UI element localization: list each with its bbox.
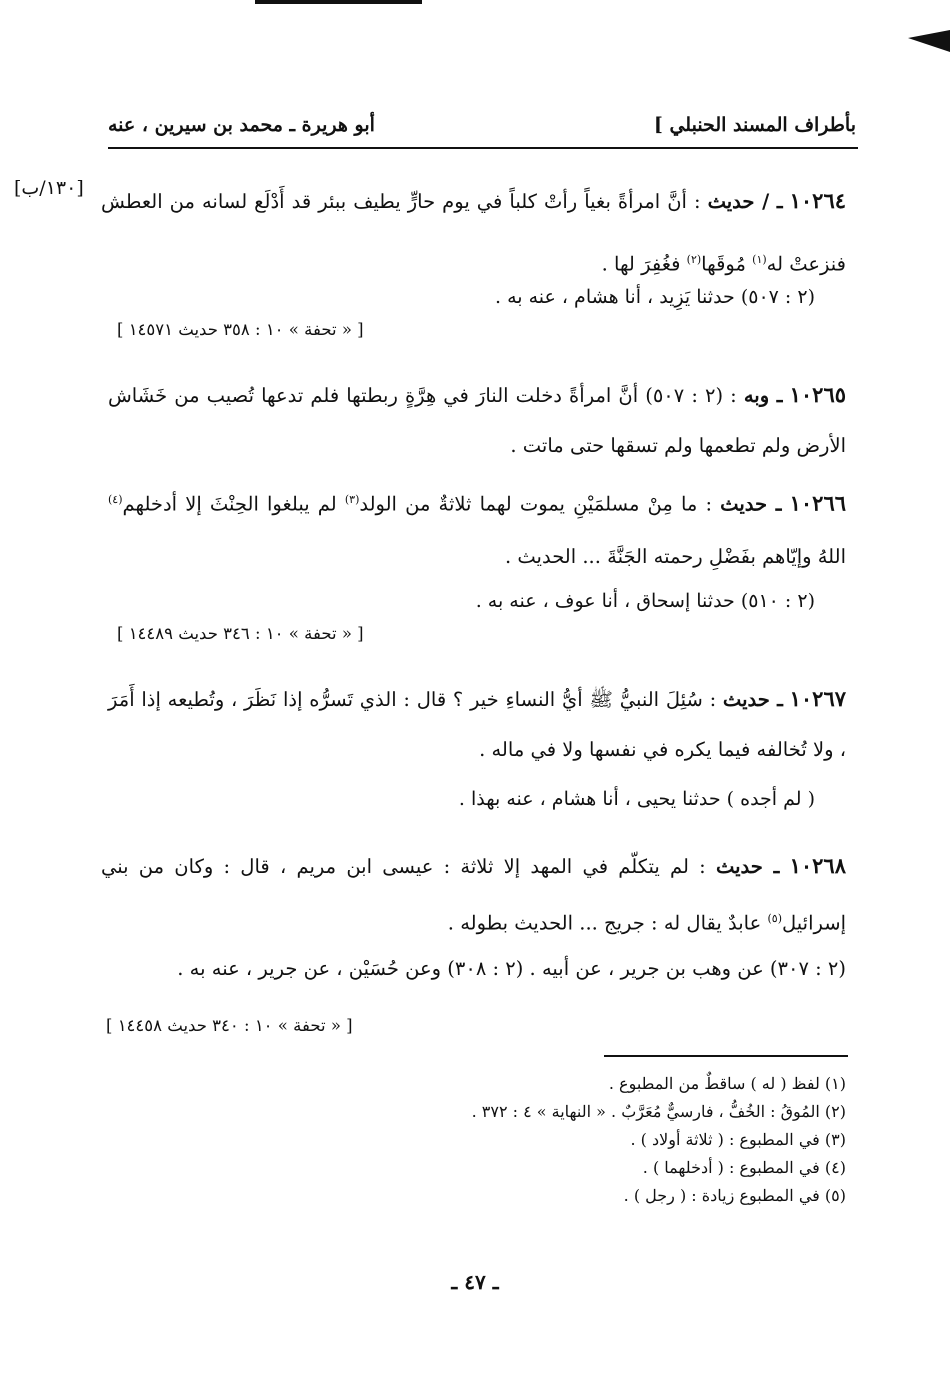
entry-keyword: ـ / حديث: [707, 190, 783, 213]
entry-keyword: ـ وبه: [743, 384, 783, 407]
entry-number: ١٠٢٦٨: [789, 853, 846, 878]
entry-source: (٢ : ٥١٠) حدثنا إسحاق ، أنا عوف ، عنه به .: [475, 590, 815, 612]
footnote-item: (٢) المُوقُ : الخُفُّ ، فارسيٌّ مُعَرَّبٌ . « النهاية » ٤ : ٣٧٢ .: [471, 1102, 846, 1121]
page-number: ـ ٤٧ ـ: [451, 1270, 499, 1294]
header-narrator: أبو هريرة ـ محمد بن سيرين ، عنه: [108, 114, 375, 136]
header-book-title: بأطراف المسند الحنبلي ]: [653, 114, 856, 136]
entry-text: اللهُ وإيّاهم بفَضْلِ رحمته الجَنَّةَ ... الحديث .: [504, 544, 846, 568]
entry-number: ١٠٢٦٥: [789, 382, 847, 407]
tuhfa-reference: [ « تحفة » ١٠ : ٣٤٦ حديث ١٤٤٨٩ ]: [117, 624, 364, 643]
entry-text: : (٢ : ٥٠٧) أنَّ امرأةً دخلت النارَ في هِرَّةٍ ربطتها فلم تدعها تُصيب من خَشَاش الأرض ولم تطعمها ولم تسقها حتى ماتت .: [108, 384, 846, 457]
entry-keyword: ـ حديث: [720, 492, 782, 516]
footnote-ref: (٤): [108, 493, 123, 506]
footnote-rule: [604, 1055, 848, 1057]
entry-number: ١٠٢٦٤: [789, 188, 847, 213]
hadith-entry-10266: [108, 474, 846, 583]
top-rule: [255, 0, 422, 4]
entry-source: (٢ : ٥٠٧) حدثنا يَزِيد ، أنا هشام ، عنه به .: [495, 286, 815, 308]
tuhfa-reference: [ « تحفة » ١٠ : ٣٥٨ حديث ١٤٥٧١ ]: [117, 320, 364, 339]
corner-mark: [908, 30, 950, 52]
footnotes: [472, 1070, 846, 1210]
margin-folio-note: [١٣٠/ب]: [14, 177, 84, 199]
footnote-ref: (٥): [767, 912, 782, 925]
entry-number: ١٠٢٦٧: [789, 686, 847, 711]
entry-text: : لم يتكلّم في المهد إلا ثلاثة : عيسى ابن مريم ، قال : وكان من بني إسرائيل: [101, 855, 846, 935]
entry-keyword: ـ حديث: [722, 688, 783, 711]
footnote-item: (٥) في المطبوع زيادة : ( رجل ) .: [623, 1186, 846, 1205]
entry-source: ( لم أجده ) حدثنا يحيى ، أنا هشام ، عنه بهذا .: [458, 788, 815, 810]
entry-text: مُوقَها: [701, 252, 746, 276]
footnote-item: (٣) في المطبوع : ( ثلاثة أولاد ) .: [630, 1130, 846, 1149]
hadith-entry-10265: [108, 370, 846, 471]
footnote-item: (١) لفظ ( له ) ساقطٌ من المطبوع .: [608, 1074, 846, 1093]
header-rule: [108, 147, 858, 149]
running-header: [108, 114, 856, 148]
entry-text: : أنَّ امرأةً بغياً رأتْ كلباً في يوم حارٍّ يطيف ببئر قد أَدْلَع لسانه من العطش فنزعتْ له: [101, 190, 846, 276]
entry-number: ١٠٢٦٦: [789, 490, 847, 516]
entry-source: (٢ : ٣٠٧) عن وهب بن جرير ، عن أبيه . (٢ : ٣٠٨) وعن حُسَيْن ، عن جرير ، عنه به .: [177, 957, 846, 980]
entry-text: فغُفِرَ لها .: [601, 252, 681, 276]
entry-text: : سُئِلَ النبيُّ ﷺ أيُّ النساءِ خير ؟ قال : الذي تَسرُّه إذا نَظَرَ ، وتُطيعه إذا أَمَرَ ، ولا تُخالفه فيما يكره في نفسها ولا في ماله .: [108, 688, 846, 761]
entry-text: لم يبلغوا الحِنْثَ إلا أدخلهم: [122, 492, 337, 516]
hadith-entry-10264: [101, 172, 846, 294]
entry-keyword: ـ حديث: [715, 855, 780, 878]
entry-text: عابدٌ يقال له : جريج ... الحديث بطوله .: [447, 911, 762, 935]
entry-text: : ما مِنْ مسلمَيْنِ يموت لهما ثلاثةٌ من الولد: [359, 492, 713, 516]
footnote-ref: (٣): [344, 493, 360, 506]
footnote-item: (٤) في المطبوع : ( أدخلهما ) .: [642, 1158, 846, 1177]
hadith-entry-10268: [101, 840, 846, 950]
footnote-ref: (١): [752, 253, 767, 266]
tuhfa-reference: [ « تحفة » ١٠ : ٣٤٠ حديث ١٤٤٥٨ ]: [106, 1016, 353, 1035]
footnote-ref: (٢): [686, 253, 702, 266]
hadith-entry-10267: [108, 674, 846, 775]
